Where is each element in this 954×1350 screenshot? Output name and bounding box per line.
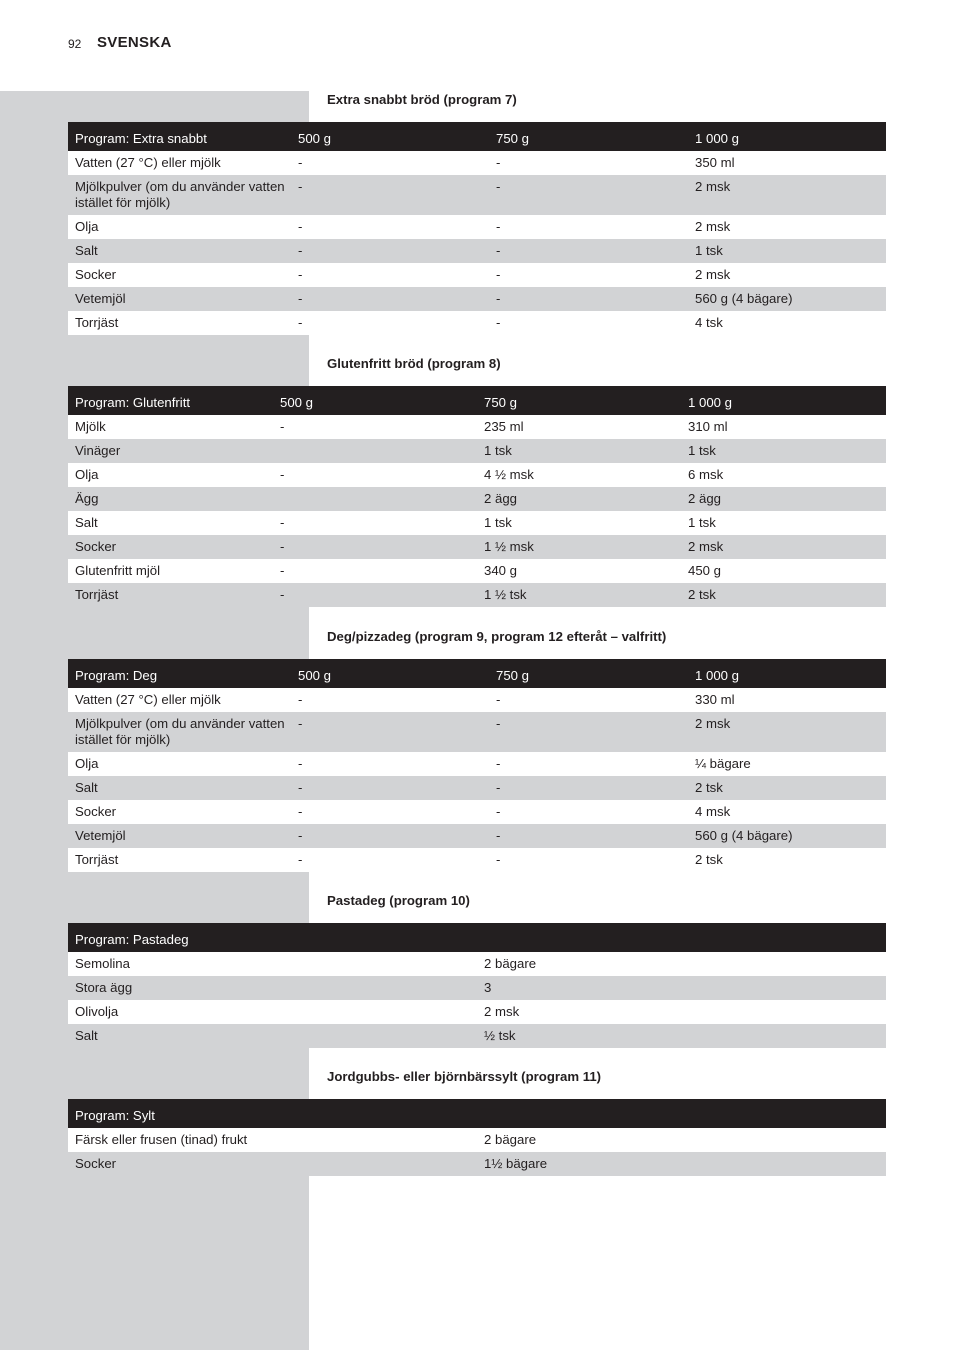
- amount-cell: 2 msk: [688, 539, 724, 554]
- table-header-row: [68, 659, 886, 688]
- page-number: 92: [68, 37, 82, 51]
- amount-cell: 2 bägare: [484, 1132, 537, 1147]
- amount-cell: 2 bägare: [484, 956, 537, 971]
- amount-cell: 2 tsk: [695, 780, 723, 795]
- ingredient-cell: Mjölkpulver (om du använder vatten istället för mjölk): [75, 179, 285, 210]
- header-cell: 750 g: [484, 395, 518, 410]
- amount-cell: -: [298, 828, 303, 843]
- ingredient-cell: Vatten (27 °C) eller mjölk: [75, 155, 221, 170]
- amount-cell: -: [298, 315, 303, 330]
- table-row: [68, 439, 886, 463]
- amount-cell: 4 msk: [695, 804, 731, 819]
- ingredient-cell: Socker: [75, 539, 117, 554]
- table-sylt: [68, 1099, 886, 1176]
- header-cell: 1 000 g: [695, 668, 739, 683]
- header-cell: Program: Pastadeg: [75, 932, 189, 947]
- header-cell: 1 000 g: [688, 395, 732, 410]
- amount-cell: -: [298, 852, 303, 867]
- header-cell: 500 g: [280, 395, 314, 410]
- ingredient-cell: Vetemjöl: [75, 291, 126, 306]
- table-row: [68, 311, 886, 335]
- ingredient-cell: Salt: [75, 780, 98, 795]
- amount-cell: 2 msk: [695, 219, 731, 234]
- amount-cell: ½ tsk: [484, 1028, 516, 1043]
- ingredient-cell: Stora ägg: [75, 980, 133, 995]
- amount-cell: 310 ml: [688, 419, 728, 434]
- amount-cell: -: [496, 179, 501, 194]
- header-cell: 750 g: [496, 668, 530, 683]
- amount-cell: 1 tsk: [484, 515, 512, 530]
- ingredient-cell: Olja: [75, 219, 99, 234]
- table-row: [68, 1000, 886, 1024]
- section-title-pastadeg: Pastadeg (program 10): [327, 893, 470, 908]
- amount-cell: -: [298, 243, 303, 258]
- amount-cell: 4 tsk: [695, 315, 723, 330]
- amount-cell: -: [496, 804, 501, 819]
- table-glutenfritt: [68, 386, 886, 607]
- header-cell: Program: Sylt: [75, 1108, 155, 1123]
- amount-cell: 560 g (4 bägare): [695, 291, 793, 306]
- ingredient-cell: Semolina: [75, 956, 130, 971]
- amount-cell: -: [496, 291, 501, 306]
- amount-cell: -: [280, 467, 285, 482]
- ingredient-cell: Socker: [75, 804, 117, 819]
- table-header-row: [68, 386, 886, 415]
- table-row: [68, 952, 886, 976]
- section-title-glutenfritt: Glutenfritt bröd (program 8): [327, 356, 501, 371]
- table-row: [68, 535, 886, 559]
- section-title-deg: Deg/pizzadeg (program 9, program 12 efteråt – valfritt): [327, 629, 667, 644]
- table-row: [68, 583, 886, 607]
- amount-cell: 1 tsk: [688, 443, 716, 458]
- amount-cell: 1 tsk: [484, 443, 512, 458]
- table-row: [68, 511, 886, 535]
- amount-cell: 2 msk: [695, 716, 731, 731]
- table-header-row: [68, 923, 886, 952]
- amount-cell: 1 ½ tsk: [484, 587, 527, 602]
- ingredient-cell: Salt: [75, 243, 98, 258]
- amount-cell: -: [280, 419, 285, 434]
- amount-cell: -: [280, 563, 285, 578]
- section-title-extra-snabbt: Extra snabbt bröd (program 7): [327, 92, 517, 107]
- amount-cell: 340 g: [484, 563, 518, 578]
- ingredient-cell: Färsk eller frusen (tinad) frukt: [75, 1132, 248, 1147]
- table-row: [68, 215, 886, 239]
- table-header-row: [68, 1099, 886, 1128]
- amount-cell: 235 ml: [484, 419, 524, 434]
- table-row: [68, 263, 886, 287]
- ingredient-cell: Torrjäst: [75, 587, 119, 602]
- table-row: [68, 776, 886, 800]
- amount-cell: -: [298, 155, 303, 170]
- table-row: [68, 752, 886, 776]
- table-deg: [68, 659, 886, 872]
- table-pastadeg: [68, 923, 886, 1048]
- amount-cell: -: [496, 219, 501, 234]
- table-row: [68, 688, 886, 712]
- ingredient-cell: Olja: [75, 467, 99, 482]
- ingredient-cell: Olja: [75, 756, 99, 771]
- ingredient-cell: Socker: [75, 1156, 117, 1171]
- header-cell: Program: Extra snabbt: [75, 131, 207, 146]
- amount-cell: 1 ½ msk: [484, 539, 534, 554]
- amount-cell: -: [496, 315, 501, 330]
- amount-cell: -: [280, 515, 285, 530]
- table-row: [68, 800, 886, 824]
- ingredient-cell: Vatten (27 °C) eller mjölk: [75, 692, 221, 707]
- table-row: [68, 1128, 886, 1152]
- table-row: [68, 1024, 886, 1048]
- amount-cell: 2 msk: [484, 1004, 520, 1019]
- ingredient-cell: Torrjäst: [75, 315, 119, 330]
- amount-cell: 450 g: [688, 563, 722, 578]
- header-cell: 1 000 g: [695, 131, 739, 146]
- amount-cell: -: [298, 692, 303, 707]
- amount-cell: -: [496, 780, 501, 795]
- amount-cell: 560 g (4 bägare): [695, 828, 793, 843]
- amount-cell: -: [496, 155, 501, 170]
- amount-cell: -: [496, 243, 501, 258]
- amount-cell: 1½ bägare: [484, 1156, 548, 1171]
- amount-cell: 2 msk: [695, 267, 731, 282]
- ingredient-cell: Torrjäst: [75, 852, 119, 867]
- table-extra-snabbt: [68, 122, 886, 335]
- table-row: [68, 487, 886, 511]
- header-cell: 750 g: [496, 131, 530, 146]
- ingredient-cell: Vinäger: [75, 443, 121, 458]
- ingredient-cell: Vetemjöl: [75, 828, 126, 843]
- amount-cell: -: [298, 179, 303, 194]
- page-language: SVENSKA: [97, 34, 172, 51]
- amount-cell: -: [298, 756, 303, 771]
- table-row: [68, 151, 886, 175]
- amount-cell: -: [496, 852, 501, 867]
- amount-cell: -: [496, 716, 501, 731]
- amount-cell: -: [298, 291, 303, 306]
- amount-cell: -: [298, 219, 303, 234]
- header-cell: 500 g: [298, 131, 332, 146]
- amount-cell: -: [298, 804, 303, 819]
- table-row: [68, 848, 886, 872]
- table-row: [68, 559, 886, 583]
- amount-cell: 1 tsk: [695, 243, 723, 258]
- amount-cell: 2 msk: [695, 179, 731, 194]
- amount-cell: -: [280, 539, 285, 554]
- amount-cell: -: [298, 267, 303, 282]
- table-header-row: [68, 122, 886, 151]
- table-row: [68, 824, 886, 848]
- amount-cell: -: [496, 756, 501, 771]
- amount-cell: -: [496, 267, 501, 282]
- section-title-sylt: Jordgubbs- eller björnbärssylt (program 11): [327, 1069, 602, 1084]
- amount-cell: 330 ml: [695, 692, 735, 707]
- table-row: [68, 175, 886, 215]
- table-row: [68, 976, 886, 1000]
- ingredient-cell: Ägg: [75, 491, 99, 506]
- table-row: [68, 239, 886, 263]
- ingredient-cell: Mjölkpulver (om du använder vatten istället för mjölk): [75, 716, 285, 747]
- ingredient-cell: Salt: [75, 515, 98, 530]
- ingredient-cell: Glutenfritt mjöl: [75, 563, 161, 578]
- ingredient-cell: Salt: [75, 1028, 98, 1043]
- amount-cell: 6 msk: [688, 467, 724, 482]
- header-cell: Program: Deg: [75, 668, 158, 683]
- amount-cell: -: [496, 692, 501, 707]
- header-cell: 500 g: [298, 668, 332, 683]
- amount-cell: 3: [484, 980, 492, 995]
- table-row: [68, 712, 886, 752]
- amount-cell: -: [298, 780, 303, 795]
- table-row: [68, 415, 886, 439]
- amount-cell: 2 tsk: [695, 852, 723, 867]
- amount-cell: 4 ½ msk: [484, 467, 534, 482]
- amount-cell: -: [280, 587, 285, 602]
- amount-cell: 2 ägg: [688, 491, 722, 506]
- amount-cell: 1 tsk: [688, 515, 716, 530]
- amount-cell: ¼ bägare: [695, 756, 751, 771]
- table-row: [68, 1152, 886, 1176]
- header-cell: Program: Glutenfritt: [75, 395, 191, 410]
- ingredient-cell: Socker: [75, 267, 117, 282]
- amount-cell: -: [496, 828, 501, 843]
- amount-cell: 2 ägg: [484, 491, 518, 506]
- ingredient-cell: Mjölk: [75, 419, 106, 434]
- amount-cell: 350 ml: [695, 155, 735, 170]
- amount-cell: -: [298, 716, 303, 731]
- amount-cell: 2 tsk: [688, 587, 716, 602]
- table-row: [68, 463, 886, 487]
- table-row: [68, 287, 886, 311]
- ingredient-cell: Olivolja: [75, 1004, 119, 1019]
